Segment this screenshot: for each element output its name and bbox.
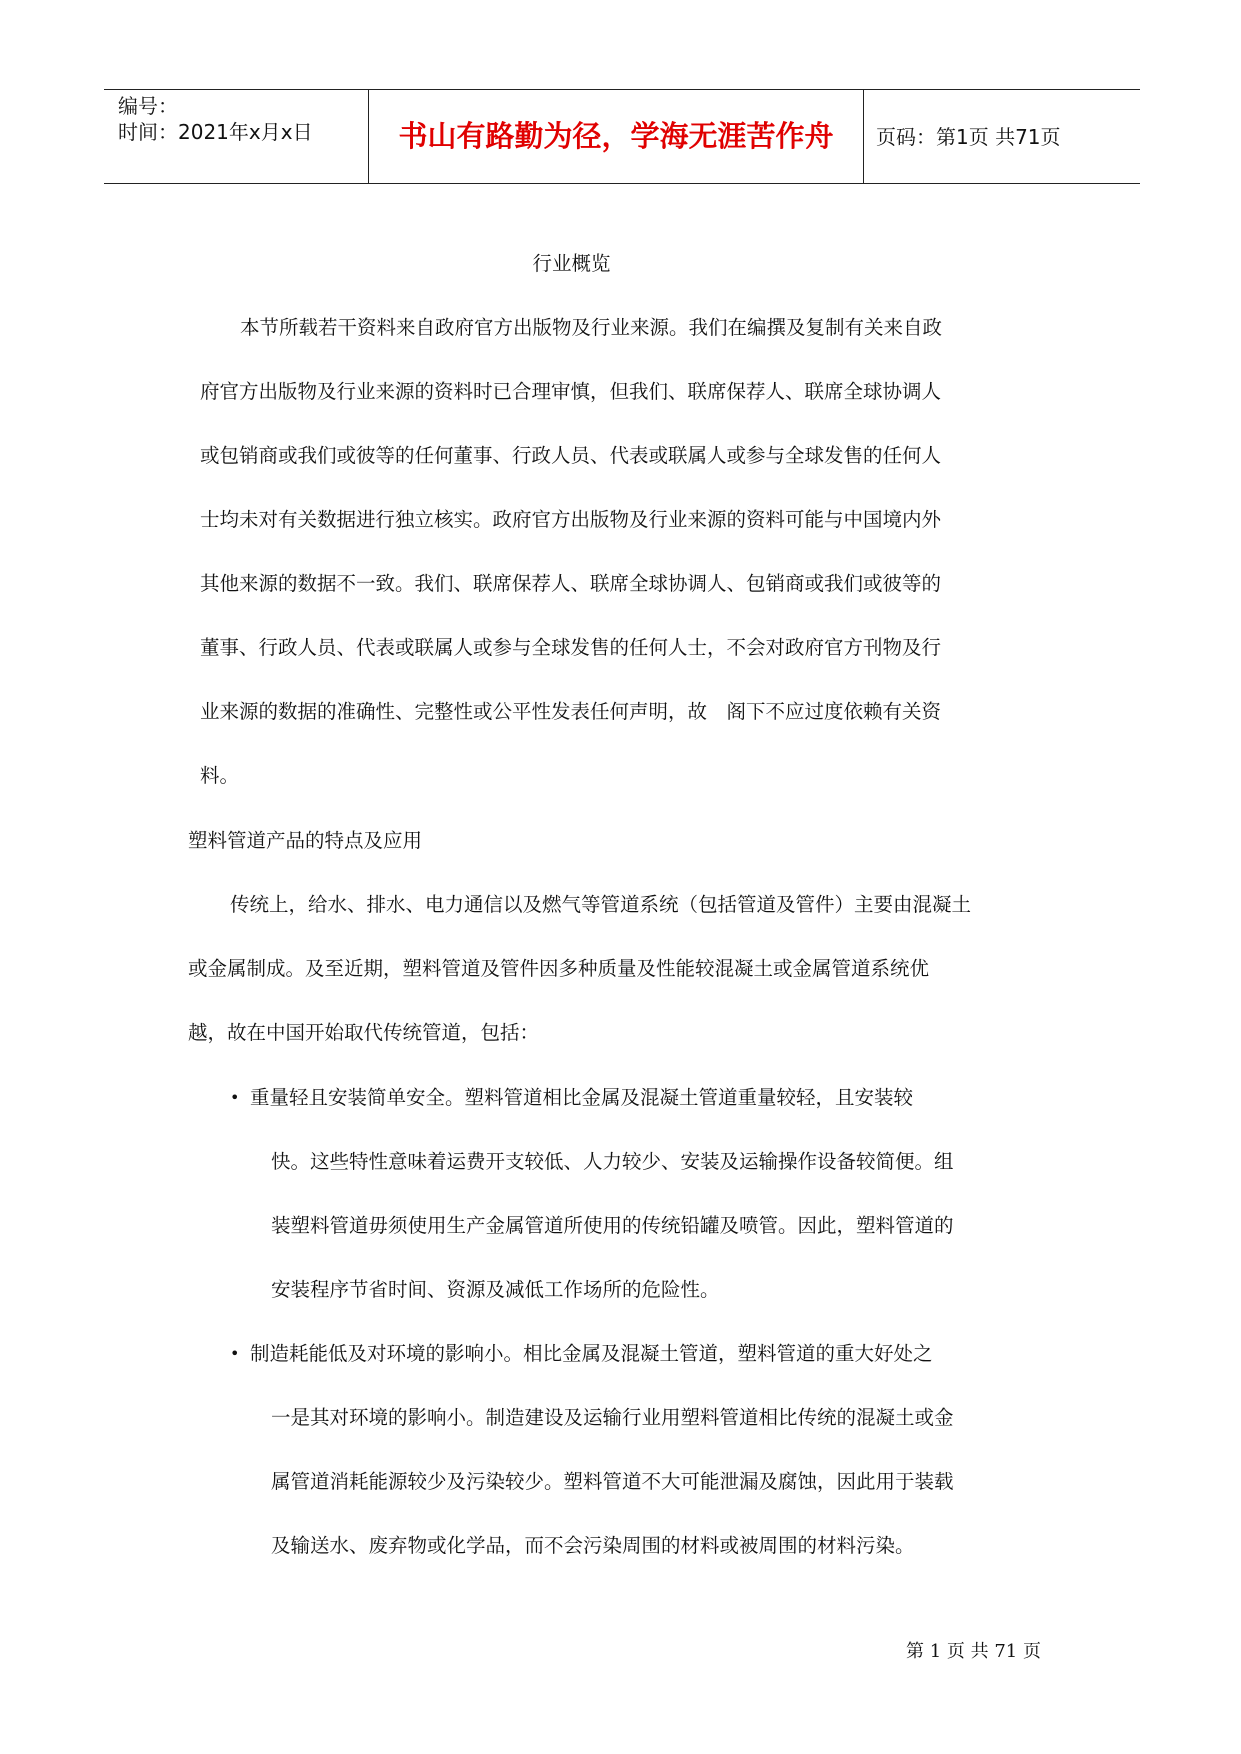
intro-line: 业来源的数据的准确性、完整性或公平性发表任何声明，故 阁下不应过度依赖有关资	[200, 700, 942, 723]
bullet-marker: •	[230, 1088, 240, 1107]
bullet-line: 快。这些特性意味着运费开支较低、人力较少、安装及运输操作设备较简便。组	[271, 1150, 954, 1173]
paragraph-line: 或金属制成。及至近期，塑料管道及管件因多种质量及性能较混凝土或金属管道系统优	[188, 957, 930, 980]
intro-line: 府官方出版物及行业来源的资料时已合理审慎，但我们、联席保荐人、联席全球协调人	[200, 380, 942, 403]
bullet-line: 制造耗能低及对环境的影响小。相比金属及混凝土管道，塑料管道的重大好处之	[250, 1342, 933, 1365]
bullet-marker: •	[230, 1344, 240, 1363]
intro-line: 料。	[200, 764, 240, 787]
paragraph-line: 越，故在中国开始取代传统管道，包括：	[188, 1021, 540, 1044]
bullet-line: 一是其对环境的影响小。制造建设及运输行业用塑料管道相比传统的混凝土或金	[271, 1406, 954, 1429]
document-number-label: 编号：	[118, 94, 178, 118]
header-page-cell	[864, 90, 1140, 183]
header-table	[104, 89, 1140, 184]
bullet-line: 装塑料管道毋须使用生产金属管道所使用的传统铅罐及喷管。因此，塑料管道的	[271, 1214, 954, 1237]
intro-line: 本节所载若干资料来自政府官方出版物及行业来源。我们在编撰及复制有关来自政	[240, 316, 943, 339]
bullet-line: 属管道消耗能源较少及污染较少。塑料管道不大可能泄漏及腐蚀，因此用于装载	[271, 1470, 954, 1493]
intro-line: 董事、行政人员、代表或联属人或参与全球发售的任何人士，不会对政府官方刊物及行	[200, 636, 942, 659]
bullet-line: 重量轻且安装简单安全。塑料管道相比金属及混凝土管道重量较轻，且安装较	[250, 1086, 914, 1109]
header-meta-cell	[104, 90, 369, 183]
intro-line: 士均未对有关数据进行独立核实。政府官方出版物及行业来源的资料可能与中国境内外	[200, 508, 942, 531]
header-page-number: 页码：第1页 共71页	[876, 125, 1061, 149]
header-motto: 书山有路勤为径，学海无涯苦作舟	[398, 119, 834, 153]
header-motto-cell	[369, 90, 864, 183]
intro-line: 或包销商或我们或彼等的任何董事、行政人员、代表或联属人或参与全球发售的任何人	[200, 444, 942, 467]
section-heading: 塑料管道产品的特点及应用	[188, 829, 423, 852]
document-time-label: 时间：2021年x月x日	[118, 120, 313, 144]
page-title: 行业概览	[532, 252, 611, 275]
page-footer: 第 1 页 共 71 页	[906, 1641, 1041, 1662]
intro-line: 其他来源的数据不一致。我们、联席保荐人、联席全球协调人、包销商或我们或彼等的	[200, 572, 942, 595]
paragraph-line: 传统上，给水、排水、电力通信以及燃气等管道系统（包括管道及管件）主要由混凝土	[230, 893, 972, 916]
bullet-line: 安装程序节省时间、资源及减低工作场所的危险性。	[271, 1278, 720, 1301]
bullet-line: 及输送水、废弃物或化学品，而不会污染周围的材料或被周围的材料污染。	[271, 1534, 915, 1557]
